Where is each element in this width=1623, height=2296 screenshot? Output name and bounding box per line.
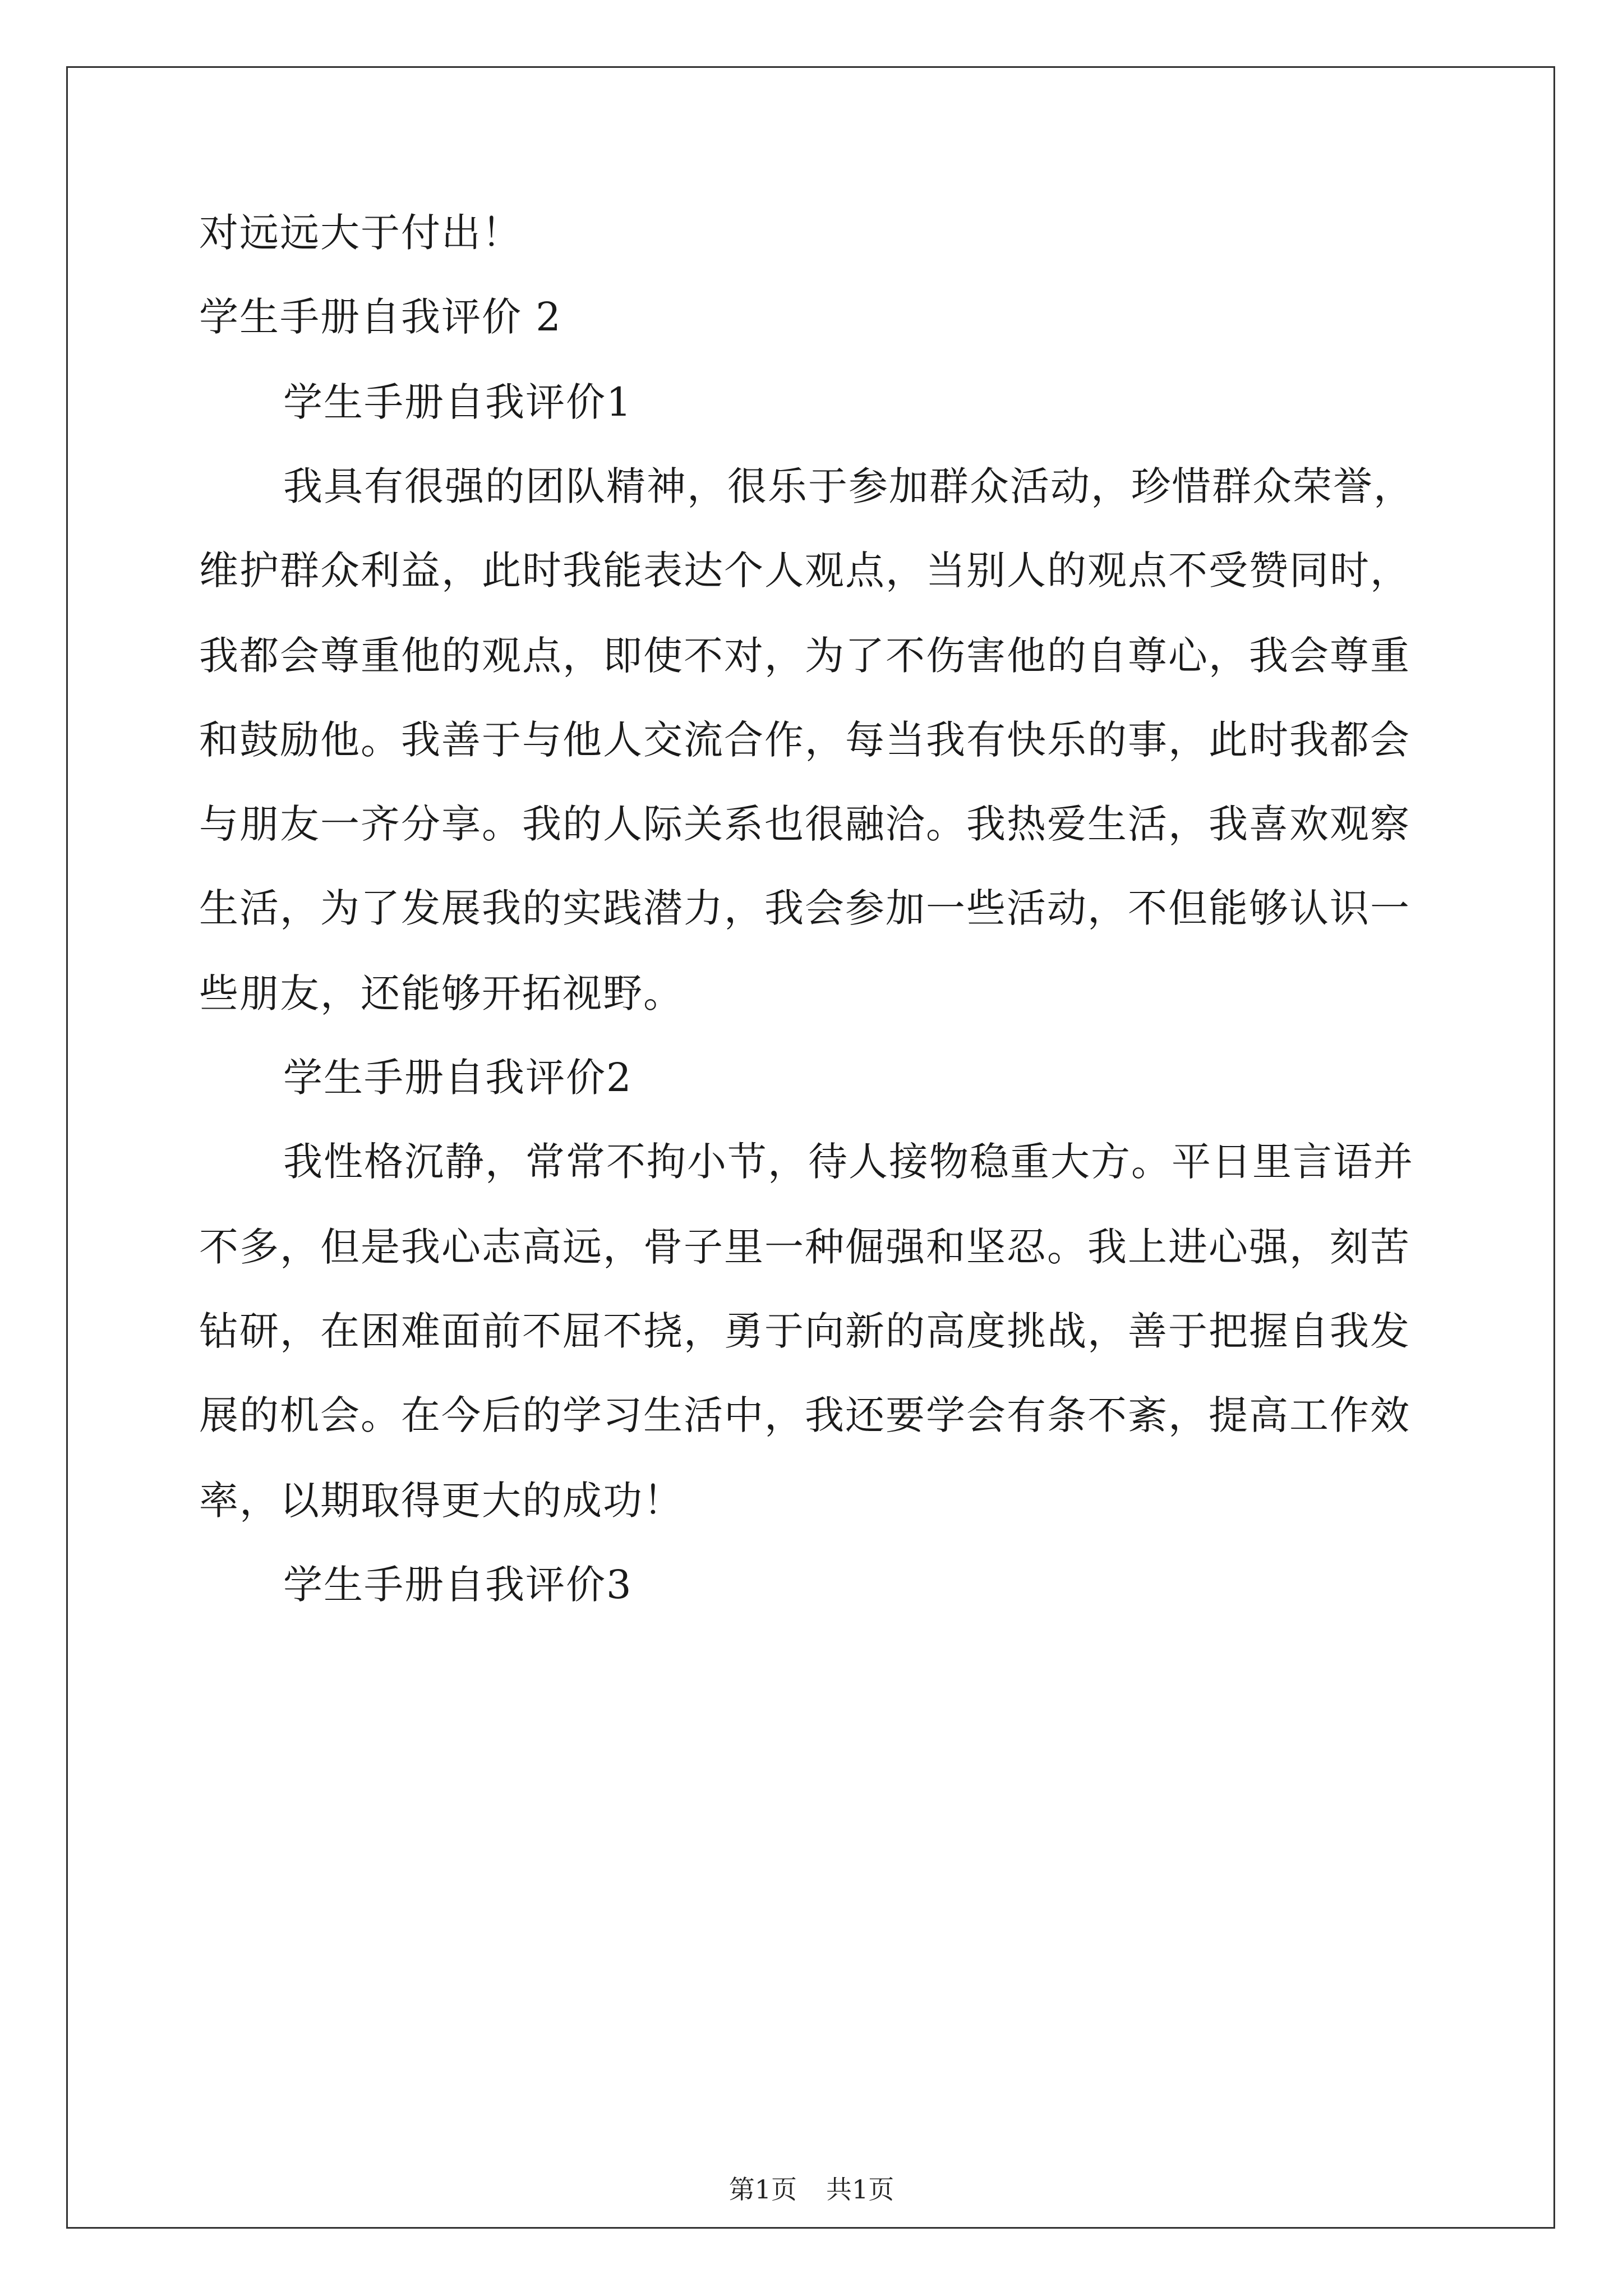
paragraph-line: 率，以期取得更大的成功！ [199, 1478, 684, 1524]
paragraph-line: 和鼓励他。我善于与他人交流合作，每当我有快乐的事，此时我都会 [199, 717, 1410, 763]
section-heading: 学生手册自我评价1 [283, 379, 633, 425]
paragraph-line: 我性格沉静，常常不拘小节，待人接物稳重大方。平日里言语并 [283, 1139, 1414, 1185]
section-heading: 学生手册自我评价2 [283, 1055, 633, 1101]
text-line: 对远远大于付出！ [199, 210, 522, 256]
paragraph-line: 生活，为了发展我的实践潜力，我会参加一些活动，不但能够认识一 [199, 885, 1410, 931]
page-number-total: 共1页 [826, 2174, 895, 2205]
paragraph-line: 展的机会。在今后的学习生活中，我还要学会有条不紊，提高工作效 [199, 1392, 1410, 1438]
paragraph-line: 我都会尊重他的观点，即使不对，为了不伤害他的自尊心，我会尊重 [199, 633, 1410, 679]
paragraph-line: 与朋友一齐分享。我的人际关系也很融洽。我热爱生活，我喜欢观察 [199, 801, 1410, 847]
section-heading: 学生手册自我评价3 [283, 1562, 633, 1608]
paragraph-line: 不多，但是我心志高远，骨子里一种倔强和坚忍。我上进心强，刻苦 [199, 1224, 1410, 1270]
paragraph-line: 钻研，在困难面前不屈不挠，勇于向新的高度挑战，善于把握自我发 [199, 1308, 1410, 1354]
section-heading: 学生手册自我评价 2 [199, 294, 562, 340]
paragraph-line: 些朋友，还能够开拓视野。 [199, 970, 684, 1016]
paragraph-line: 维护群众利益，此时我能表达个人观点，当别人的观点不受赞同时， [199, 547, 1410, 593]
page-footer [0, 2174, 1623, 2205]
paragraph-line: 我具有很强的团队精神，很乐于参加群众活动，珍惜群众荣誉， [283, 463, 1414, 509]
page-number-current: 第1页 [728, 2174, 797, 2205]
